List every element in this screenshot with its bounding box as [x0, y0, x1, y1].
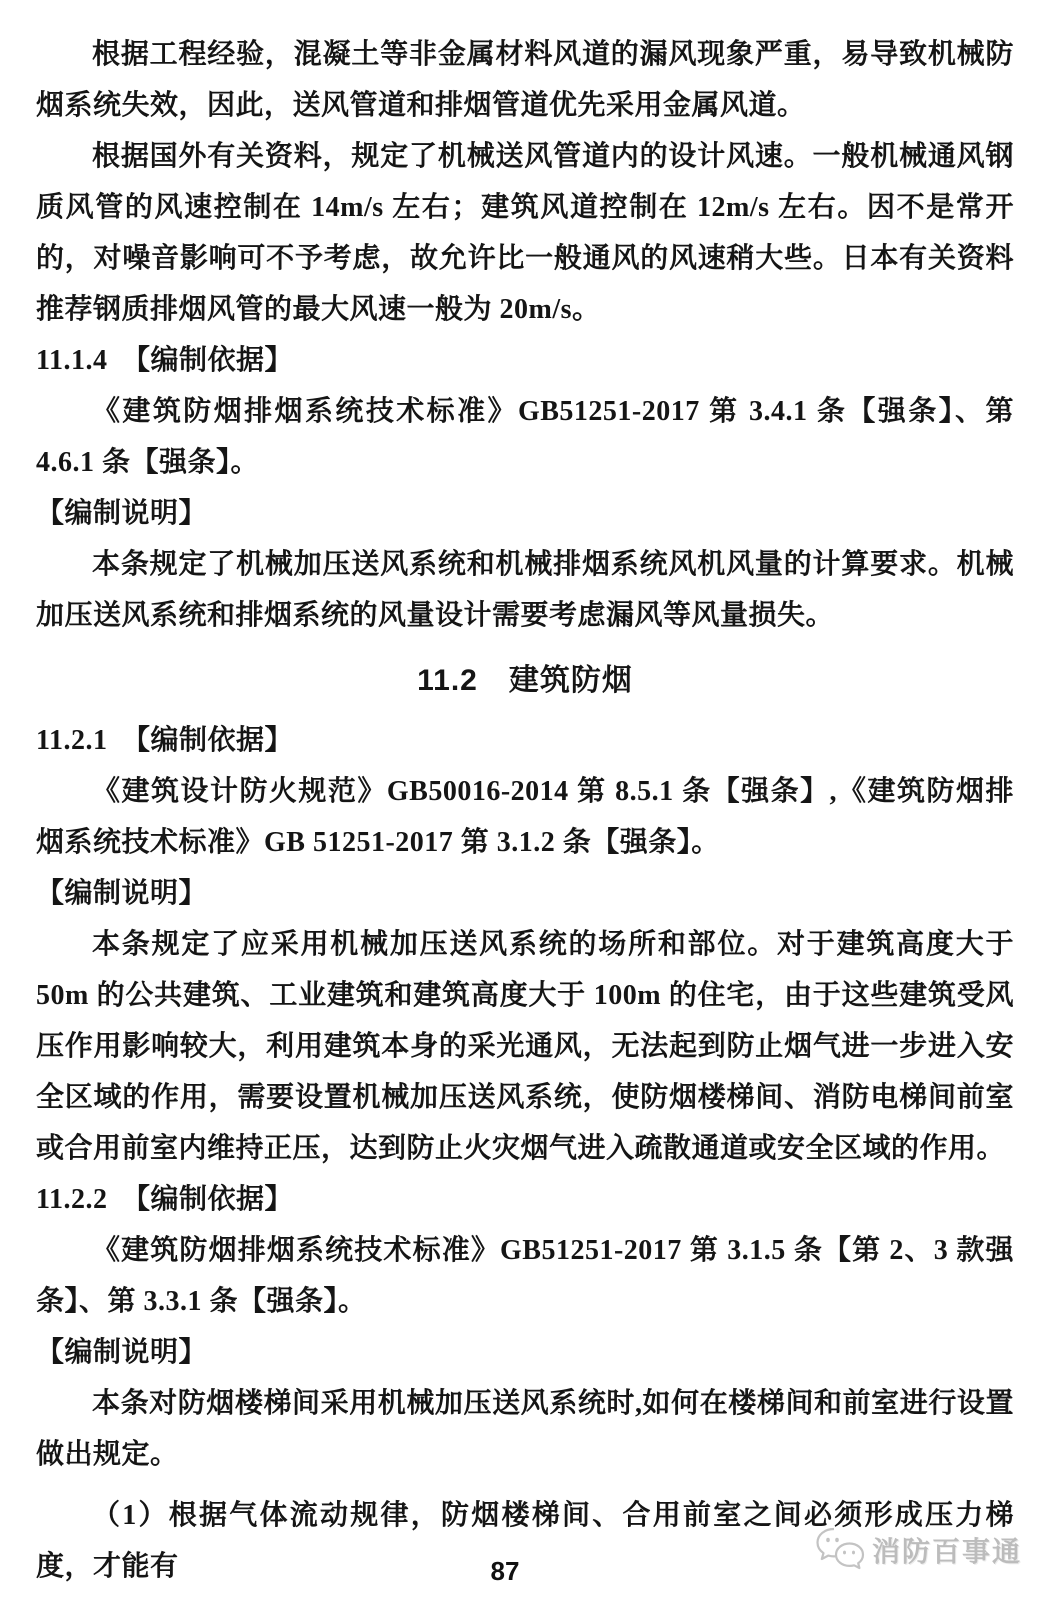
paragraph: （1）根据气体流动规律，防烟楼梯间、合用前室之间必须形成压力梯度，才能有: [36, 1500, 1014, 1582]
paragraph: 根据国外有关资料，规定了机械送风管道内的设计风速。一般机械通风钢质风管的风速控制在 14m/s 左右；建筑风道控制在 12m/s 左右。因不是常开的，对噪音影响可不予考虑，故允许比一般通风的风速稍大些。日本有关资料推荐钢质排烟风管的最大风速一般为 20m/s。: [36, 141, 1014, 325]
paragraph: 【编制说明】: [36, 878, 208, 909]
paragraph: 《建筑设计防火规范》GB50016-2014 第 8.5.1 条【强条】,《建筑防烟排烟系统技术标准》GB 51251-2017 第 3.1.2 条【强条】。: [36, 776, 1014, 858]
paragraph: 本条规定了应采用机械加压送风系统的场所和部位。对于建筑高度大于 50m 的公共建筑、工业建筑和建筑高度大于 100m 的住宅，由于这些建筑受风压作用影响较大，利用建筑本身的采光通风，无法起到防止烟气进一步进入安全区域的作用，需要设置机械加压送风系统，使防烟楼梯间、消防电梯间前室或合用前室内维持正压，达到防止火灾烟气进入疏散通道或安全区域的作用。: [36, 929, 1014, 1164]
paragraph: 11.2 建筑防烟: [417, 664, 633, 697]
paragraph: 11.1.4 【编制依据】: [36, 345, 293, 376]
document-body: [36, 29, 1014, 1592]
paragraph: 【编制说明】: [36, 1337, 208, 1368]
watermark-label: 消防百事通: [871, 1536, 1022, 1567]
paragraph: 本条规定了机械加压送风系统和机械排烟系统风机风量的计算要求。机械加压送风系统和排烟系统的风量设计需要考虑漏风等风量损失。: [36, 549, 1014, 631]
paragraph: 《建筑防烟排烟系统技术标准》GB51251-2017 第 3.4.1 条【强条】、第 4.6.1 条【强条】。: [36, 396, 1014, 478]
paragraph: 【编制说明】: [36, 498, 208, 529]
paragraph: 11.2.1 【编制依据】: [36, 725, 293, 756]
paragraph: 《建筑防烟排烟系统技术标准》GB51251-2017 第 3.1.5 条【第 2、3 款强条】、第 3.3.1 条【强条】。: [36, 1235, 1014, 1317]
page-number: 87: [490, 1556, 520, 1586]
paragraph: 11.2.2 【编制依据】: [36, 1184, 293, 1215]
paragraph: 本条对防烟楼梯间采用机械加压送风系统时,如何在楼梯间和前室进行设置做出规定。: [36, 1388, 1014, 1470]
paragraph: 根据工程经验，混凝土等非金属材料风道的漏风现象严重，易导致机械防烟系统失效，因此，送风管道和排烟管道优先采用金属风道。: [36, 39, 1014, 121]
